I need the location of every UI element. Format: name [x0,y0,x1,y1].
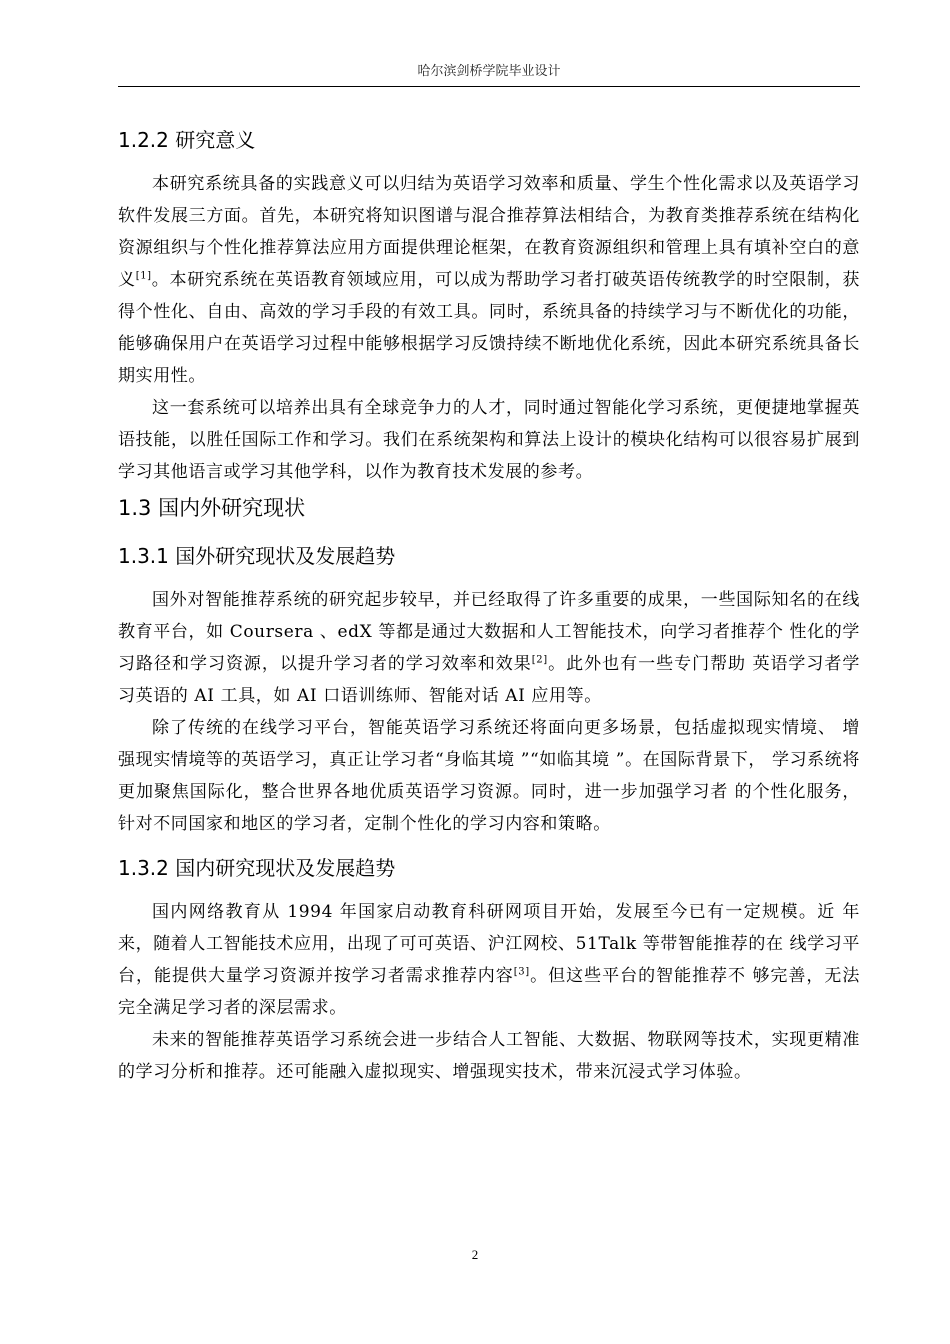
paragraph-text: 本研究系统具备的实践意义可以归结为英语学习效率和质量、学生个性化需求以及英语学习软件发展三方面。首先，本研究将知识图谱与混合推荐算法相结合，为教育类推荐系统在结构化资源组织与个性化推荐算法应用方面提供理论框架，在教育资源组织和管理上具有填补空白的意义 [118,174,860,290]
page-number: 2 [471,1247,479,1262]
paragraph-domestic-research-2: 未来的智能推荐英语学习系统会进一步结合人工智能、大数据、物联网等技术，实现更精准的学习分析和推荐。还可能融入虚拟现实、增强现实技术，带来沉浸式学习体验。 [118,1030,860,1082]
citation-2: [2] [531,654,548,666]
heading-1-3-1: 1.3.1 国外研究现状及发展趋势 [118,544,396,568]
heading-1-3-2: 1.3.2 国内研究现状及发展趋势 [118,856,396,880]
citation-1: [1] [135,270,152,282]
paragraph-foreign-research-2: 除了传统的在线学习平台，智能英语学习系统还将面向更多场景，包括虚拟现实情境、 增强现实情境等的英语学习，真正让学习者“身临其境 ”“如临其境 ”。在国际背景下， 学习系统将更加聚焦国际化，整合世界各地优质英语学习资源。同时，进一步加强学习者 的个性化服务，针对不同国家和地区的学习者，定制个性化的学习内容和策略。 [118,718,860,834]
page-body [118,122,860,1088]
paragraph-research-significance-2: 这一套系统可以培养出具有全球竞争力的人才，同时通过智能化学习系统，更便捷地掌握英语技能，以胜任国际工作和学习。我们在系统架构和算法上设计的模块化结构可以很容易扩展到学习其他语言或学习其他学科，以作为教育技术发展的参考。 [118,398,860,482]
heading-1-3: 1.3 国内外研究现状 [118,496,306,520]
paragraph-text: 。但这些平台的智能推荐不 够完善，无法完全满足学习者的深层需求。 [118,966,860,1018]
paragraph-domestic-research-1 [118,896,860,1024]
heading-1-2-2: 1.2.2 研究意义 [118,128,256,152]
header-divider [118,86,860,87]
paragraph-text: 。本研究系统在英语教育领域应用，可以成为帮助学习者打破英语传统教学的时空限制，获得个性化、自由、高效的学习手段的有效工具。同时，系统具备的持续学习与不断优化的功能，能够确保用户在英语学习过程中能够根据学习反馈持续不断地优化系统，因此本研究系统具备长期实用性。 [118,270,860,386]
paragraph-text: 国外对智能推荐系统的研究起步较早，并已经取得了许多重要的成果，一些国际知名的在线教育平台，如 Coursera 、edX 等都是通过大数据和人工智能技术，向学习者推荐个 性化的学习路径和学习资源，以提升学习者的学习效率和效果 [118,590,860,674]
paragraph-research-significance-1 [118,168,860,392]
citation-3: [3] [513,966,530,978]
running-header: 哈尔滨剑桥学院毕业设计 [417,64,561,79]
paragraph-text: 。此外也有一些专门帮助 英语学习者学习英语的 AI 工具，如 AI 口语训练师、智能对话 AI 应用等。 [118,654,860,706]
paragraph-text: 国内网络教育从 1994 年国家启动教育科研网项目开始，发展至今已有一定规模。近 年来，随着人工智能技术应用，出现了可可英语、沪江网校、51Talk 等带智能推荐的在 线学习平台，能提供大量学习资源并按学习者需求推荐内容 [118,902,860,986]
paragraph-foreign-research-1 [118,584,860,712]
